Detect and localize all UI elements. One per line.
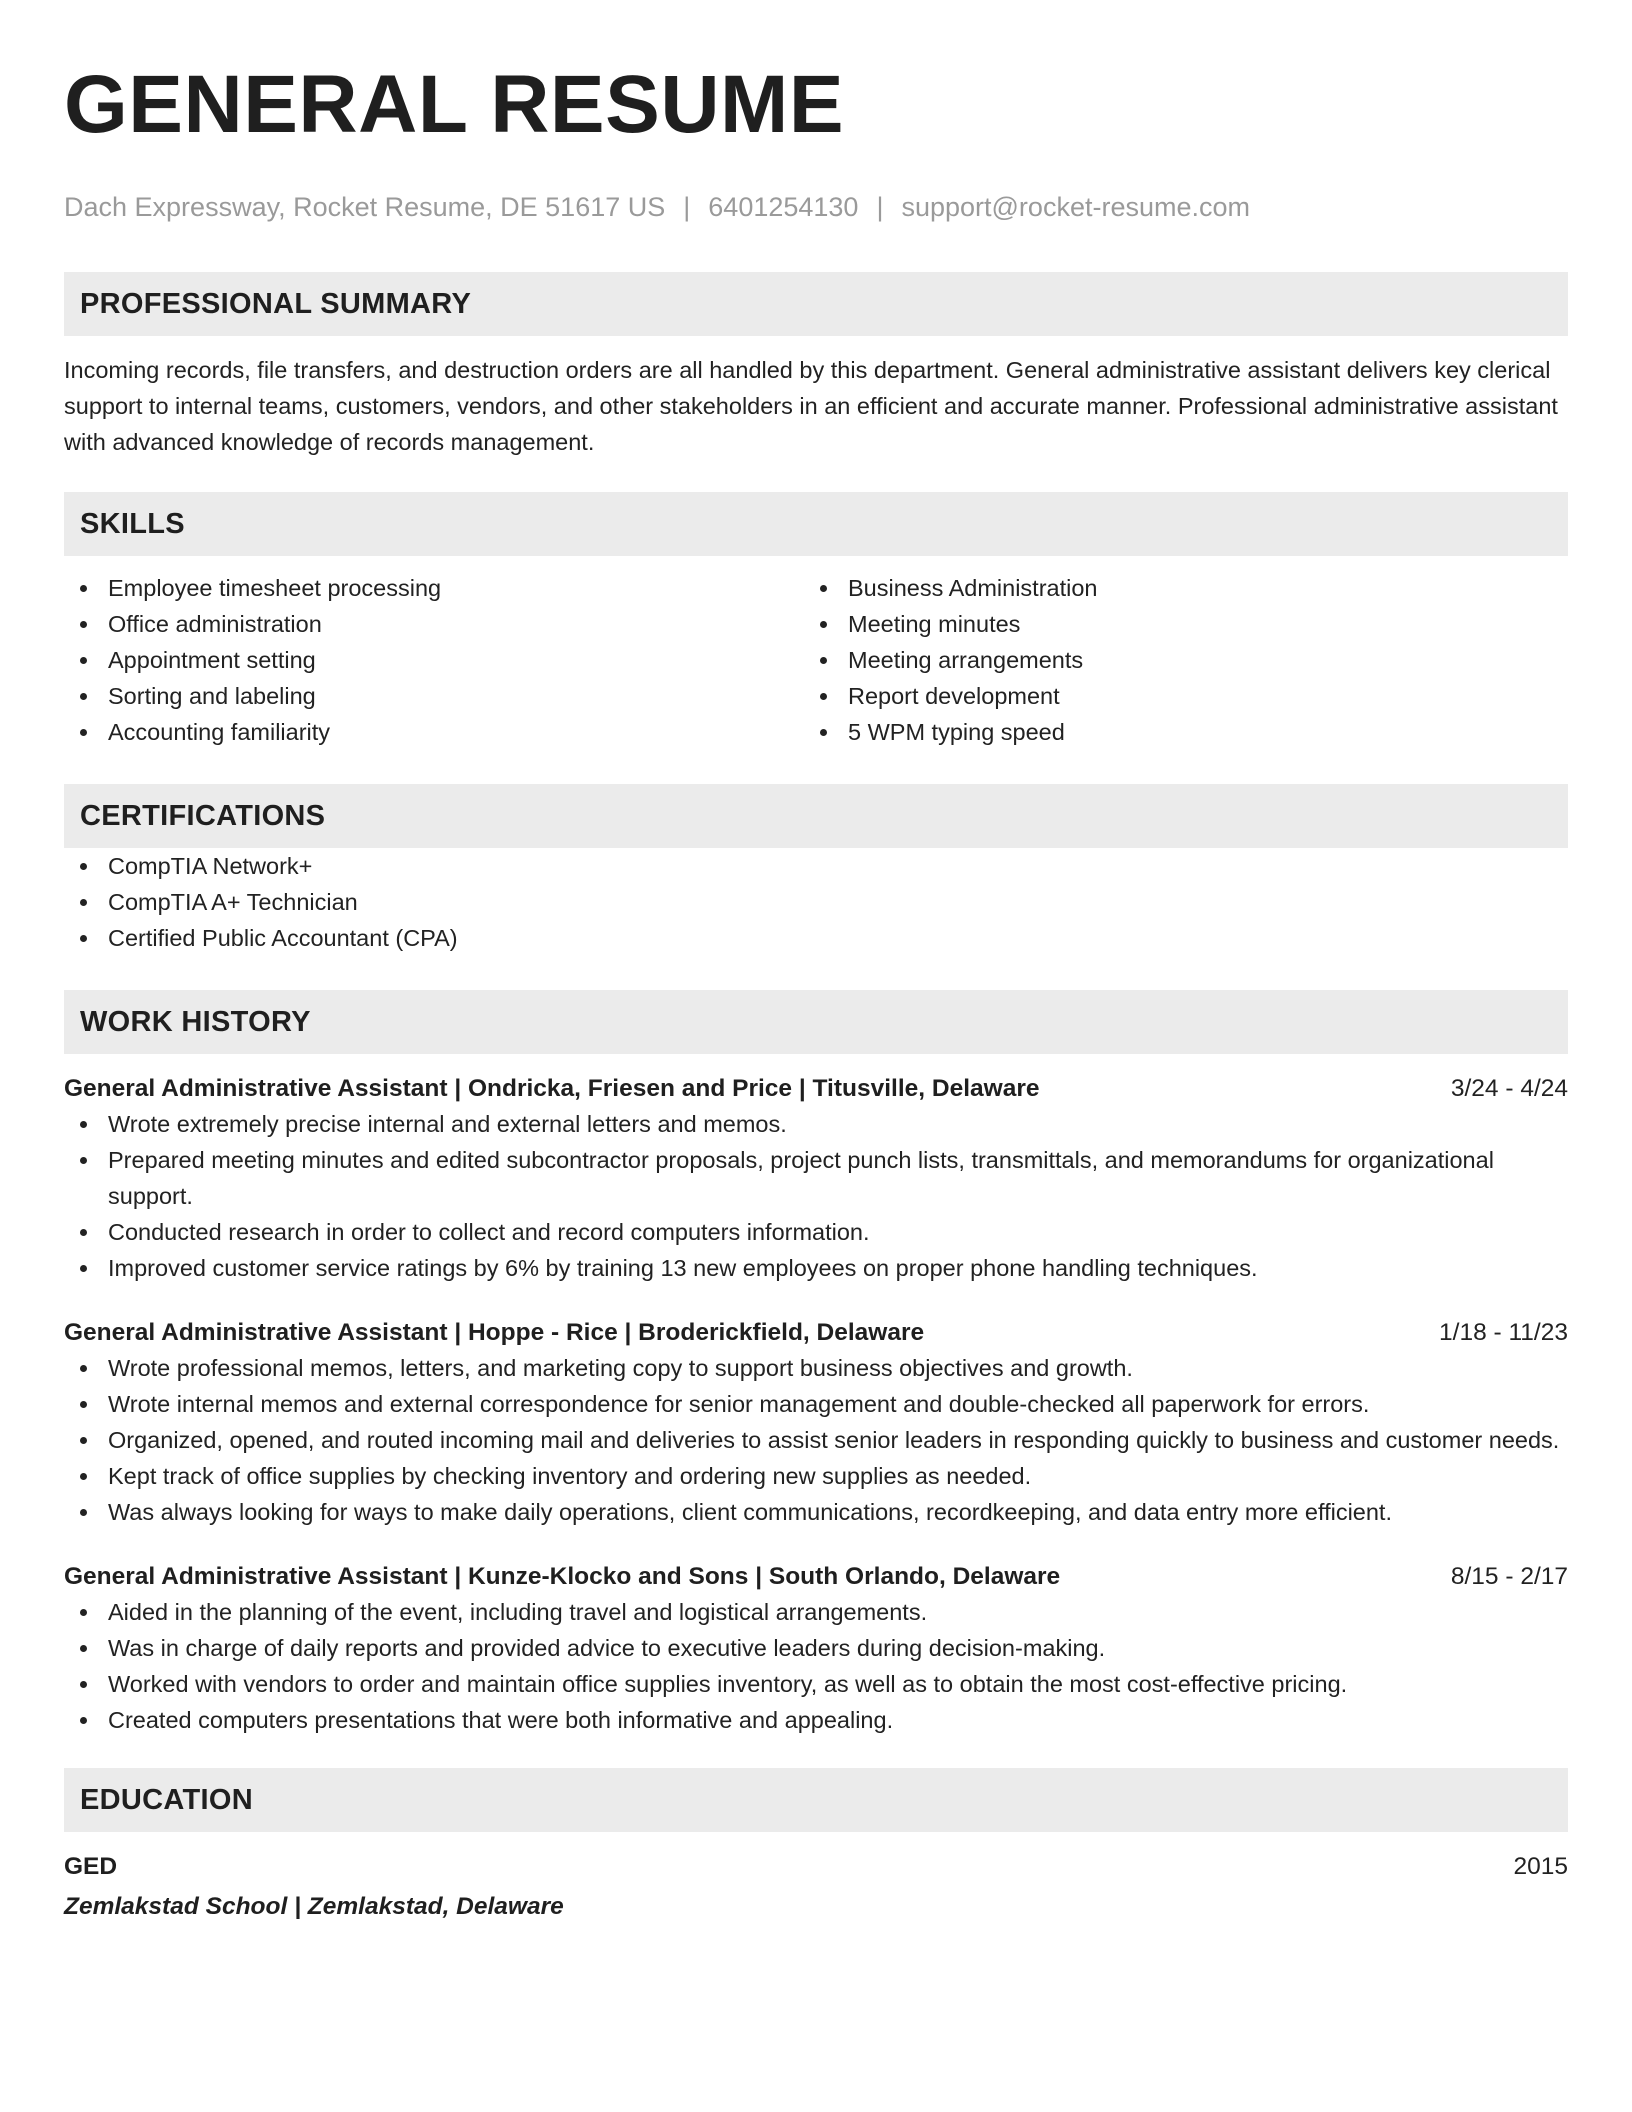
education-school: Zemlakstad School | Zemlakstad, Delaware bbox=[64, 1893, 564, 1920]
job-dates: 8/15 - 2/17 bbox=[1450, 1563, 1568, 1590]
job-header bbox=[64, 1072, 1568, 1106]
job-bullet: Worked with vendors to order and maintain office supplies inventory, as well as to obtain the most cost-effective pricing. bbox=[64, 1666, 1568, 1702]
job-header bbox=[64, 1316, 1568, 1350]
skills-list-left bbox=[64, 570, 804, 750]
job-bullet: Prepared meeting minutes and edited subcontractor proposals, project punch lists, transmittals, and memorandums for organizational support. bbox=[64, 1142, 1568, 1214]
contact-email: support@rocket-resume.com bbox=[901, 192, 1250, 222]
job-entry bbox=[64, 1072, 1568, 1286]
job-bullet: Organized, opened, and routed incoming mail and deliveries to assist senior leaders in responding quickly to business and customer needs. bbox=[64, 1422, 1568, 1458]
section-header-skills: SKILLS bbox=[64, 492, 1568, 556]
certification-item: CompTIA A+ Technician bbox=[64, 884, 1568, 920]
section-header-summary: PROFESSIONAL SUMMARY bbox=[64, 272, 1568, 336]
education-row bbox=[64, 1850, 1568, 1884]
job-bullet: Wrote internal memos and external correspondence for senior management and double-checked all paperwork for errors. bbox=[64, 1386, 1568, 1422]
job-bullet: Was in charge of daily reports and provided advice to executive leaders during decision-making. bbox=[64, 1630, 1568, 1666]
certification-item: CompTIA Network+ bbox=[64, 848, 1568, 884]
job-dates: 1/18 - 11/23 bbox=[1439, 1319, 1568, 1346]
skill-item: Sorting and labeling bbox=[64, 678, 804, 714]
job-entry bbox=[64, 1560, 1568, 1738]
resume-name: GENERAL RESUME bbox=[64, 59, 845, 150]
certification-item: Certified Public Accountant (CPA) bbox=[64, 920, 1568, 956]
summary-text: Incoming records, file transfers, and destruction orders are all handled by this department. General administrative assistant delivers key clerical support to internal teams, customers, vendors, and other stakeholders in an efficient and accurate manner. Professional administrative assistant with advanced knowledge of records management. bbox=[64, 357, 1558, 455]
job-title: General Administrative Assistant | Ondricka, Friesen and Price | Titusville, Delaware bbox=[64, 1075, 1040, 1102]
job-bullets bbox=[64, 1106, 1568, 1286]
job-bullets bbox=[64, 1594, 1568, 1738]
job-bullet: Conducted research in order to collect and record computers information. bbox=[64, 1214, 1568, 1250]
section-header-work-history: WORK HISTORY bbox=[64, 990, 1568, 1054]
skill-item: 5 WPM typing speed bbox=[804, 714, 1544, 750]
contact-separator: | bbox=[876, 192, 884, 222]
education-degree: GED bbox=[64, 1853, 118, 1880]
education-year: 2015 bbox=[1513, 1853, 1568, 1880]
skill-item: Employee timesheet processing bbox=[64, 570, 804, 606]
job-bullet: Kept track of office supplies by checking inventory and ordering new supplies as needed. bbox=[64, 1458, 1568, 1494]
job-bullet: Aided in the planning of the event, including travel and logistical arrangements. bbox=[64, 1594, 1568, 1630]
contact-separator: | bbox=[683, 192, 691, 222]
job-bullet: Wrote professional memos, letters, and marketing copy to support business objectives and growth. bbox=[64, 1350, 1568, 1386]
skill-item: Meeting minutes bbox=[804, 606, 1544, 642]
section-header-education: EDUCATION bbox=[64, 1768, 1568, 1832]
contact-line bbox=[64, 190, 1568, 224]
job-title: General Administrative Assistant | Kunze-Klocko and Sons | South Orlando, Delaware bbox=[64, 1563, 1061, 1590]
job-bullets bbox=[64, 1350, 1568, 1530]
job-dates: 3/24 - 4/24 bbox=[1450, 1075, 1568, 1102]
section-header-certifications: CERTIFICATIONS bbox=[64, 784, 1568, 848]
contact-address: Dach Expressway, Rocket Resume, DE 51617 US bbox=[64, 192, 666, 222]
certifications-list bbox=[64, 848, 1568, 956]
skills-list-right bbox=[804, 570, 1544, 750]
skill-item: Meeting arrangements bbox=[804, 642, 1544, 678]
job-title: General Administrative Assistant | Hoppe - Rice | Broderickfield, Delaware bbox=[64, 1319, 925, 1346]
skill-item: Business Administration bbox=[804, 570, 1544, 606]
skills-grid bbox=[64, 570, 1568, 750]
skill-item: Report development bbox=[804, 678, 1544, 714]
skill-item: Office administration bbox=[64, 606, 804, 642]
job-bullet: Wrote extremely precise internal and external letters and memos. bbox=[64, 1106, 1568, 1142]
job-bullet: Was always looking for ways to make daily operations, client communications, recordkeeping, and data entry more efficient. bbox=[64, 1494, 1568, 1530]
contact-phone: 6401254130 bbox=[708, 192, 859, 222]
skill-item: Accounting familiarity bbox=[64, 714, 804, 750]
job-header bbox=[64, 1560, 1568, 1594]
job-bullet: Improved customer service ratings by 6% by training 13 new employees on proper phone handling techniques. bbox=[64, 1250, 1568, 1286]
skill-item: Appointment setting bbox=[64, 642, 804, 678]
job-entry bbox=[64, 1316, 1568, 1530]
job-bullet: Created computers presentations that were both informative and appealing. bbox=[64, 1702, 1568, 1738]
